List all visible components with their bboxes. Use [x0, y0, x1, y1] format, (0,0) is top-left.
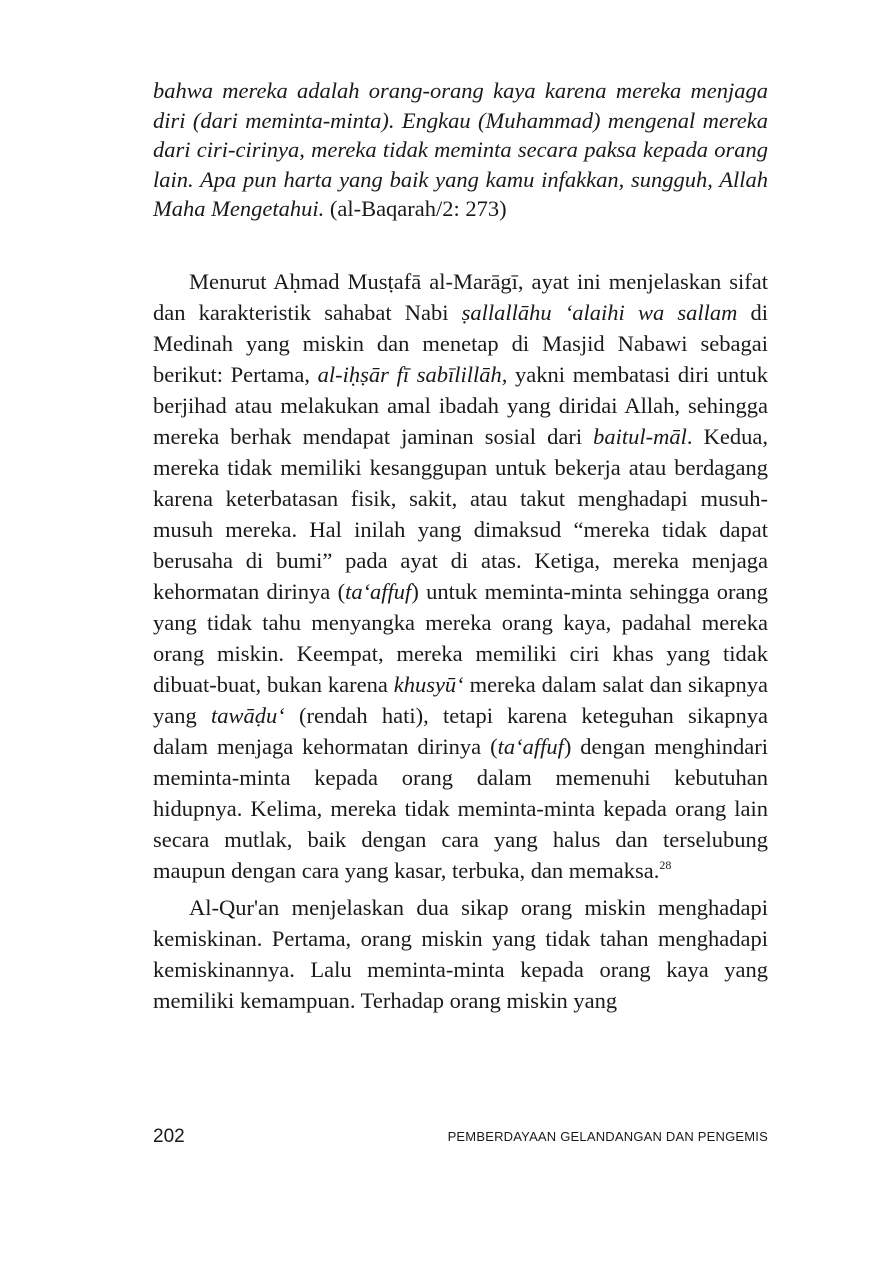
running-title: PEMBERDAYAAN GELANDANGAN DAN PENGEMIS [447, 1129, 768, 1144]
paragraph-2: Al-Qur'an menjelaskan dua sikap orang miskin menghadapi kemiskinan. Pertama, orang miskin yang tidak tahan menghadapi kemiskinannya. Lalu meminta-minta kepada orang kaya yang memiliki kemampuan. Terhadap orang miskin yang [153, 894, 768, 1013]
paragraph-1-text: ) untuk meminta-minta sehingga orang yang tidak tahu menyangka mereka orang kaya, padahal mereka orang miskin. Keempat, mereka memiliki ciri khas yang tidak dibuat-buat, bukan karena [153, 578, 768, 697]
paragraph-1-text: (rendah hati), tetapi karena keteguhan sikapnya dalam menjaga kehormatan dirinya ( [153, 702, 768, 759]
paragraph-1-text: yakni membatasi diri untuk berjihad atau melakukan amal ibadah yang diridai Allah, sehingga mereka berhak mendapat jaminan sosial dari [153, 361, 768, 449]
page-footer [153, 1126, 768, 1150]
page-number: 202 [153, 1126, 185, 1147]
paragraph-1-text: Menurut Aḥmad Musṭafā al-Marāgī, ayat ini menjelaskan sifat dan karakteristik sahabat Nabi [153, 268, 768, 325]
footnote-reference[interactable]: 28 [659, 857, 672, 872]
paragraph-1-text: mereka dalam salat dan sikapnya yang [153, 671, 768, 728]
italic-term: ta‘affuf [345, 578, 412, 604]
quote-text: bahwa mereka adalah orang-orang kaya karena mereka menjaga diri (dari meminta-minta). Engkau (Muhammad) mengenal mereka dari ciri-cirinya, mereka tidak meminta secara paksa kepada orang lain. Apa pun harta yang baik yang kamu infakkan, sungguh, Allah Maha Mengetahui. [153, 78, 768, 221]
italic-term: baitul-māl [593, 423, 687, 449]
italic-term: al-iḥṣār fī sabīlillāh, [317, 361, 508, 387]
paragraph-1-text: di Medinah yang miskin dan menetap di Masjid Nabawi sebagai berikut: Pertama, [153, 299, 768, 387]
italic-term: khusyū‘ [393, 671, 464, 697]
italic-term: ṣallallāhu ‘alaihi wa sallam [461, 299, 738, 325]
italic-term: ta‘affuf [497, 733, 564, 759]
quote-citation: (al-Baqarah/2: 273) [329, 196, 507, 221]
italic-term: tawāḍu‘ [210, 702, 285, 728]
paragraph-1-text: . Kedua, mereka tidak memiliki kesanggupan untuk bekerja atau berdagang karena keterbatasan fisik, sakit, atau takut menghadapi musuh-musuh mereka. Hal inilah yang dimaksud “mereka tidak dapat berusaha di bumi” pada ayat di atas. Ketiga, mereka menjaga kehormatan dirinya ( [153, 423, 768, 604]
body-text [153, 76, 768, 1016]
quran-translation-quote [153, 76, 768, 224]
paragraph-1 [153, 266, 768, 886]
paragraph-1-text: ) dengan menghindari meminta-minta kepada orang dalam memenuhi kebutuhan hidupnya. Kelima, mereka tidak meminta-minta kepada orang lain secara mutlak, baik dengan cara yang halus dan terselubung maupun dengan cara yang kasar, terbuka, dan memaksa. [153, 733, 768, 883]
